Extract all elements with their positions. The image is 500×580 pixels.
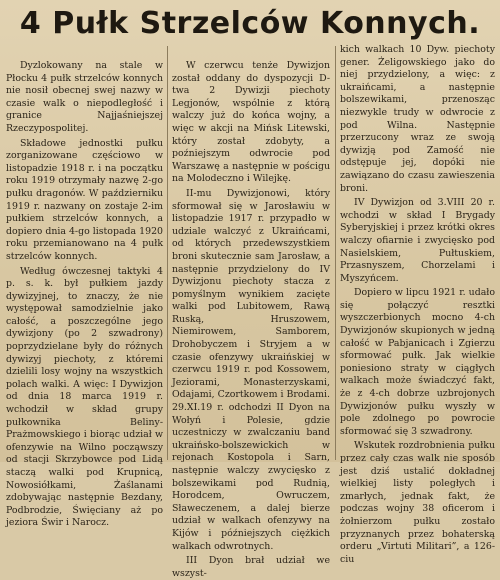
paragraph: Dopiero w lipcu 1921 r. udało się połączyć resztki wyszczerbionych mocno 4-ch Dywizjonów skupionych w jedną całość w Pabjanicach i Zgierzu sformować pułk. Jak wielkie poniesiono straty w ciągłych walkach może świadczyć fakt, że z 4-ch dobrze uzbrojonych Dywizjonów pułku wyszły w pole zdolnego po powrocie sformować się 3 szwadrony.	[340, 287, 495, 437]
paragraph: Wskutek rozdrobnienia pułku przez cały czas walk nie sposób jest dziś ustalić dokładnej wielkiej listy poległych i zmarłych, jednak fakt, że podczas wojny 38 oficerom i żołnierzom pułku zostało przyznanych przez bohaterską orderu „Virtuti Militari”, a 126-ciu	[340, 440, 495, 565]
paragraph: W czerwcu tenże Dywizjon został oddany do dyspozycji D-twa 2 Dywizji piechoty Legjonów, wspólnie z którą walczy już do końca wojny, a więc w akcji na Mińsk Litewski, który został zdobyty, a poźniejszym odwrocie pod Warszawę a następnie w pościgu na Molodeczno i Wilejkę.	[172, 60, 330, 185]
paragraph: Według ówczesnej taktyki 4 p. s. k. był pułkiem jazdy dywizyjnej, to znaczy, że nie występował samodzielnie jako całość, a poszczególne jego dywizjony (po 2 szwadrony) poprzydzielane były do różnych dywizyj piechoty, z któremi dzielili losy wojny na wszystkich polach walki. A więc: I Dywizjon od dnia 18 marca 1919 r. wchodził w skład grupy pułkownika Beliny-Prażmowskiego i biorąc udział w ofenzywie na Wilno począwszy od stacji Skrzybowce pod Lidą staczą walki pod Krupnicą, Nowosiółkami, Żaślanami zdobywając następnie Bezdany, Podbrodzie, Święciany aż po jeziora Świr i Narocz.	[6, 265, 163, 529]
column-divider	[167, 46, 168, 460]
paragraph: Składowe jednostki pułku zorganizowane częściowo w listopadzie 1918 r. i na początku roku 1919 otrzymały nazwę 2-go pułku dragonów. W październiku 1919 r. nazwany on zostaje 2-im pułkiem strzelców konnych, a dopiero dnia 4-go listopada 1920 roku przemianowano na 4 pułk strzelców konnych.	[6, 137, 163, 262]
paragraph: III Dyon brał udział we wszyst-	[172, 555, 330, 579]
article-title: 4 Pułk Strzelców Konnych.	[19, 6, 481, 41]
paragraph: kich walkach 10 Dyw. piechoty gener. Żeligowskiego jako do niej przydzielony, a więc: z ukraińcami, a następnie bolszewikami, przenosząc niezwykle trudy w odwrocie z pod Wilna. Następnie przerzucony wraz ze swoją dywizją pod Zamość nie odstępuje jej, dopóki nie zawiązano do czasu zawieszenia broni.	[340, 44, 495, 194]
article-column-3	[340, 44, 495, 565]
article-column-2	[172, 60, 330, 579]
paragraph: Dyzlokowany na stale w Płocku 4 pułk strzelców konnych nie nosił obecnej swej nazwy w czasie walk o niepodległość i granice Najjaśniejszej Rzeczypospolitej.	[6, 60, 163, 134]
article-column-1	[6, 60, 163, 529]
paragraph: II-mu Dywizjonowi, który sformował się w Jarosławiu w listopadzie 1917 r. przypadło w udziale walczyć z Ukraińcami, od których przedewszystkiem broni skutecznie sam Jarosław, a następnie przydzielony do IV Dywizjonu piechoty stacza z pomyślnym wynikiem zacięte walki pod Lubitowem, Rawą Ruską, Hruszowem, Niemirowem, Samborem, Drohobyczem i Stryjem a w czasie ofenzywy ukraińskiej w czerwcu 1919 r. pod Kossowem, Jeziorami, Monasterzyskami, Odajami, Czortkowem i Brodami. 29.XI.19 r. odchodzi II Dyon na Wołyń i Polesie, gdzie uczestniczy w zwalczaniu band ukraińsko-bolszewickich w rejonach Kostopola i Sarn, następnie walczy zwycięsko z bolszewikami pod Rudnią, Horodcem, Owruczem, Sławeczenem, a dalej bierze udział w walkach ofenzywy na Kijów i późniejszych ciężkich walkach odwrotnych.	[172, 187, 330, 552]
paragraph: IV Dywizjon od 3.VIII 20 r. wchodzi w skład I Brygady Syberyjskiej i przez krótki okres walczy ofiarnie i zwycięsko pod Nasielskiem, Pułtuskiem, Przasnyszem, Chorzelami i Myszyńcem.	[340, 197, 495, 284]
column-divider	[335, 46, 336, 460]
